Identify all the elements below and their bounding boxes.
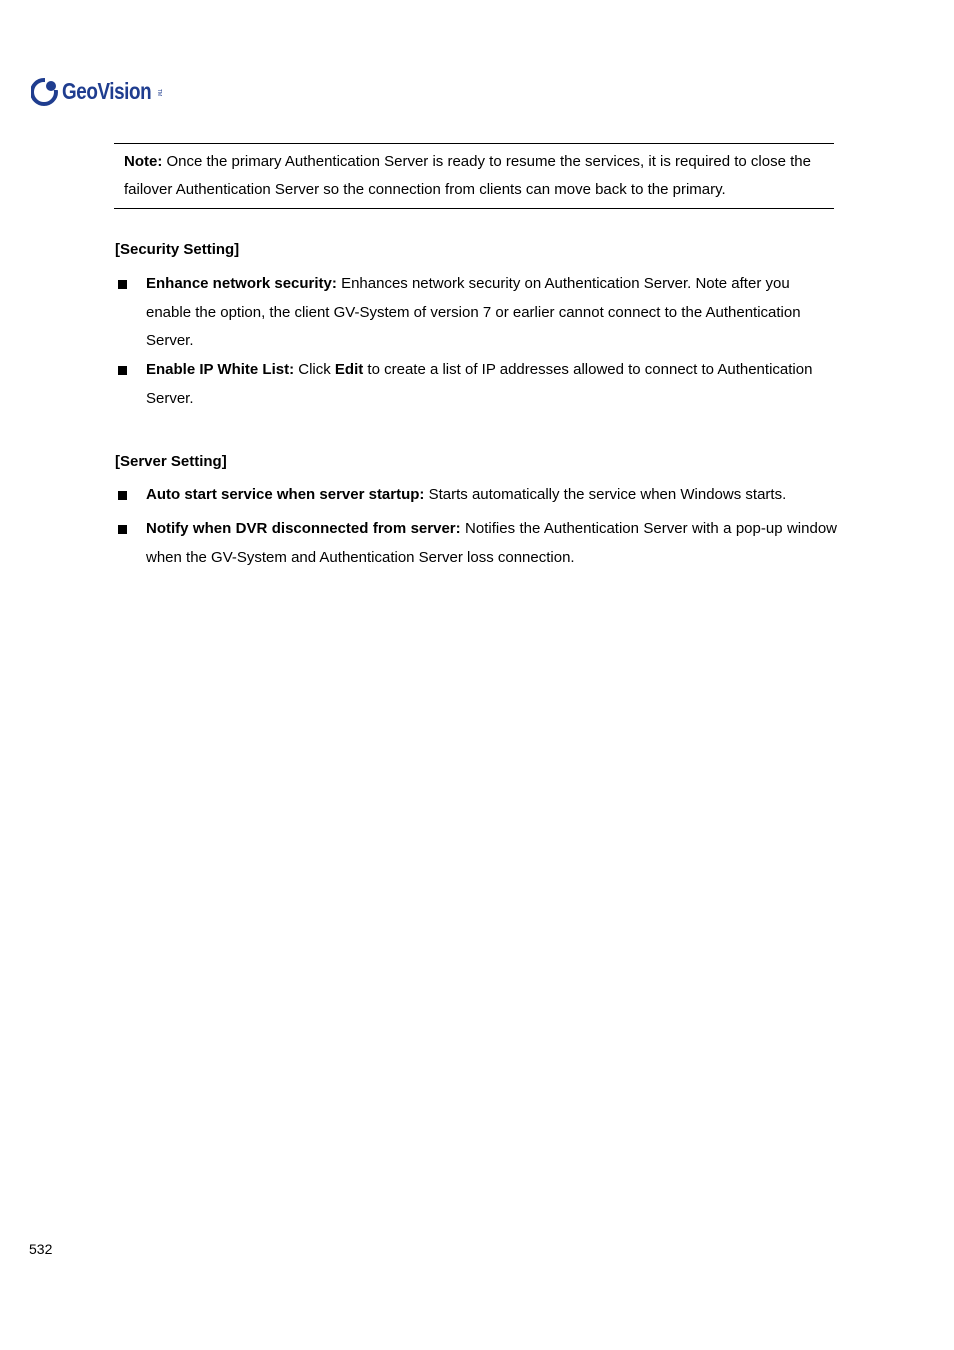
list-item-auto-start-service: [115, 481, 837, 510]
item-label: Auto start service when server startup:: [146, 486, 425, 503]
edit-keyword: Edit: [334, 361, 364, 378]
geovision-logo-icon: [31, 78, 59, 106]
item-label: Enable IP White List:: [146, 361, 295, 378]
item-description: Notifies the Authentication Server with a pop-up window when the GV-System and Authentication Server loss connection.: [146, 520, 837, 566]
list-item-enable-ip-white-list: [115, 356, 837, 413]
square-bullet-icon: [118, 525, 127, 534]
item-description: Enhances network security on Authentication Server. Note after you enable the option, the client GV-System of version 7 or earlier cannot connect to the Authentication Server.: [146, 275, 801, 349]
logo-trademark: TM: [156, 89, 162, 97]
note-box: [114, 143, 834, 209]
page-number: 532: [29, 1241, 53, 1257]
item-description-after: to create a list of IP addresses allowed to connect to Authentication Server.: [146, 361, 813, 407]
geovision-logo: [31, 74, 171, 108]
list-item-enhance-network-security: [115, 270, 837, 356]
server-setting-title: [Server Setting]: [115, 453, 227, 470]
logo-wordmark: GeoVision: [62, 77, 152, 104]
list-item-text: [146, 515, 837, 572]
security-setting-title: [Security Setting]: [115, 241, 240, 258]
item-label: Notify when DVR disconnected from server:: [146, 520, 461, 537]
note-text: Once the primary Authentication Server is ready to resume the services, it is required to close the failover Authentication Server so the connection from clients can move back to the primary.: [124, 153, 811, 198]
square-bullet-icon: [118, 491, 127, 500]
item-description: Starts automatically the service when Windows starts.: [424, 486, 787, 503]
list-item-text: [146, 356, 837, 413]
square-bullet-icon: [118, 366, 127, 375]
square-bullet-icon: [118, 280, 127, 289]
list-item-text: [146, 270, 837, 356]
list-item-text: [146, 481, 837, 510]
list-item-notify-dvr-disconnected: [115, 515, 837, 572]
item-description-before: Click: [294, 361, 335, 378]
item-label: Enhance network security:: [146, 275, 337, 292]
note-label: Note:: [124, 153, 163, 170]
